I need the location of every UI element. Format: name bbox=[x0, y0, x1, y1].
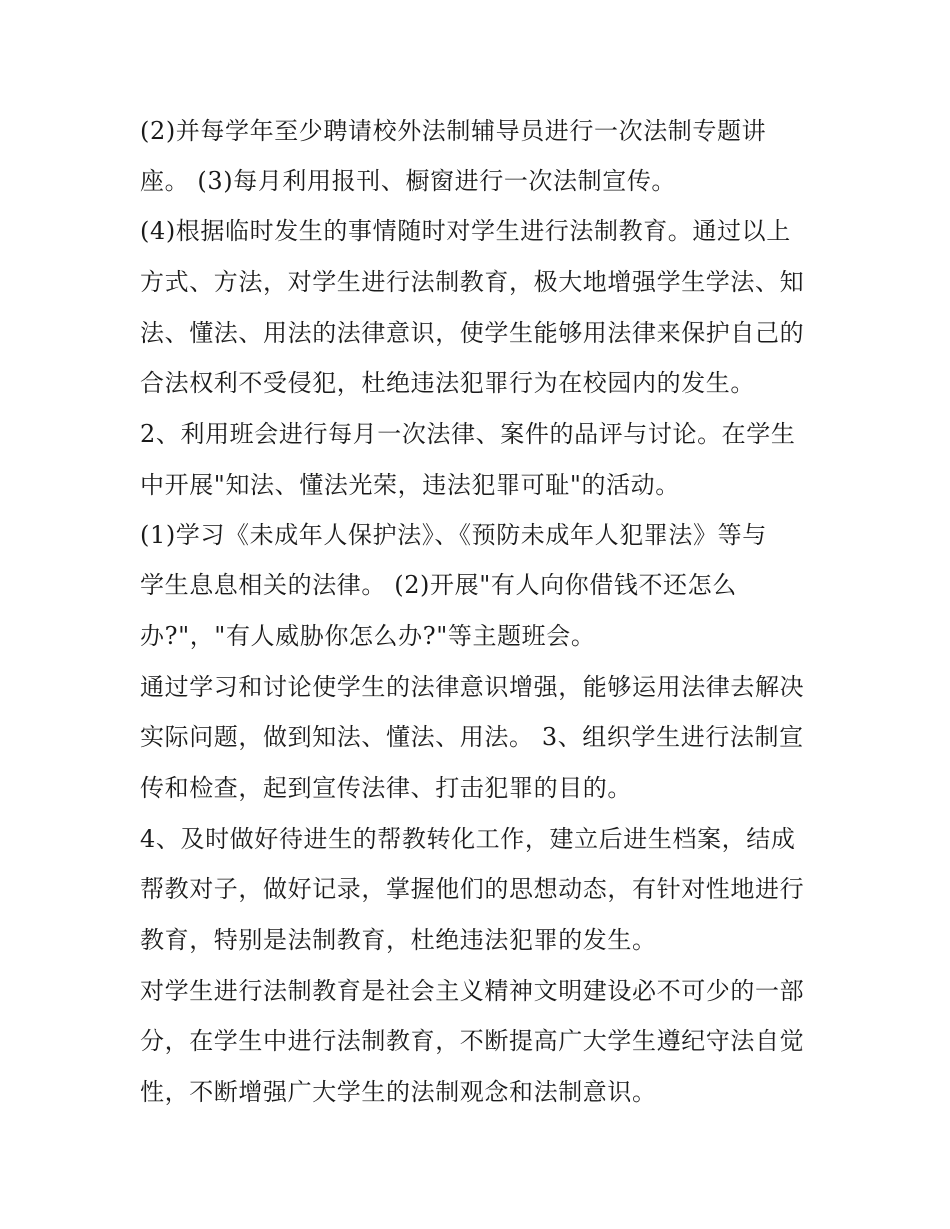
text-line: 学生息息相关的法律。 (2)开展"有人向你借钱不还怎么 bbox=[140, 571, 737, 599]
text-line: 4、及时做好待进生的帮教转化工作，建立后进生档案，结成 bbox=[140, 825, 796, 853]
text-line: (4)根据临时发生的事情随时对学生进行法制教育。通过以上 bbox=[140, 217, 791, 245]
text-line: (1)学习《未成年人保护法》、《预防未成年人犯罪法》等与 bbox=[140, 521, 767, 549]
text-line: 法、懂法、用法的法律意识，使学生能够用法律来保护自己的 bbox=[140, 319, 805, 347]
text-line: 通过学习和讨论使学生的法律意识增强，能够运用法律去解决 bbox=[140, 673, 805, 701]
text-line: 传和检查，起到宣传法律、打击犯罪的目的。 bbox=[140, 774, 632, 802]
text-line: 实际问题，做到知法、懂法、用法。 3、组织学生进行法制宣 bbox=[140, 723, 804, 751]
text-line: 座。 (3)每月利用报刊、橱窗进行一次法制宣传。 bbox=[140, 167, 677, 195]
text-line: 对学生进行法制教育是社会主义精神文明建设必不可少的一部 bbox=[140, 977, 805, 1005]
text-line: 办?"，"有人威胁你怎么办?"等主题班会。 bbox=[140, 622, 596, 650]
text-line: 2、利用班会进行每月一次法律、案件的品评与讨论。在学生 bbox=[140, 420, 796, 448]
text-line: 帮教对子，做好记录，掌握他们的思想动态，有针对性地进行 bbox=[140, 875, 805, 903]
text-line: 教育，特别是法制教育，杜绝违法犯罪的发生。 bbox=[140, 926, 657, 954]
text-line: 性，不断增强广大学生的法制观念和法制意识。 bbox=[140, 1078, 657, 1106]
text-line: 方式、方法，对学生进行法制教育，极大地增强学生学法、知 bbox=[140, 268, 805, 296]
text-line: 中开展"知法、懂法光荣，违法犯罪可耻"的活动。 bbox=[140, 471, 680, 499]
text-line: 合法权利不受侵犯，杜绝违法犯罪行为在校园内的发生。 bbox=[140, 369, 755, 397]
text-line: (2)并每学年至少聘请校外法制辅导员进行一次法制专题讲 bbox=[140, 117, 767, 145]
text-line: 分，在学生中进行法制教育，不断提高广大学生遵纪守法自觉 bbox=[140, 1027, 805, 1055]
